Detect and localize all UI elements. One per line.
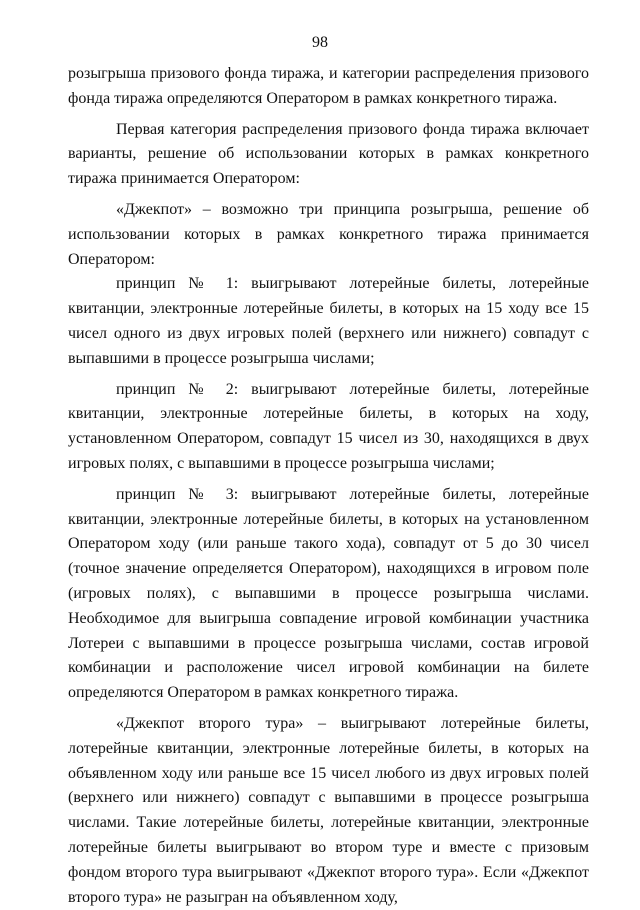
- paragraph-first-category: Первая категория распределения призового фонда тиража включает варианты, решение об использовании которых в рамках конкретного тиража принимается Оператором:: [68, 120, 589, 188]
- paragraph-continuation: розыгрыша призового фонда тиража, и категории распределения призового фонда тиража определяются Оператором в рамках конкретного тиража.: [68, 65, 589, 107]
- page-number: 98: [312, 34, 328, 51]
- paragraph-principle-1: принцип № 1: выигрывают лотерейные билеты, лотерейные квитанции, электронные лотерейные билеты, в которых на 15 ходу все 15 чисел одного из двух игровых полей (верхнего или нижнего) совпадут с выпавшими в процессе розыгрыша числами;: [68, 275, 589, 367]
- paragraph-second-round-jackpot: «Джекпот второго тура» – выигрывают лотерейные билеты, лотерейные квитанции, электронные лотерейные билеты, в которых на объявленном ходу или раньше все 15 чисел любого из двух игровых полей (верхнего или нижнего) совпадут с выпавшими в процессе розыгрыша числами. Такие лотерейные билеты, лотерейные квитанции, электронные лотерейные билеты выигрывают во втором туре и вместе с призовым фондом второго тура выигрывают «Джекпот второго тура». Если «Джекпот второго тура» не разыгран на объявленном ходу,: [68, 714, 589, 906]
- paragraph-principle-3: принцип № 3: выигрывают лотерейные билеты, лотерейные квитанции, электронные лотерейные билеты, в которых на установленном Оператором ходу (или раньше такого хода), совпадут от 5 до 30 чисел (точное значение определяется Оператором), находящихся в игровом поле (игровых полях), с выпавшими в процессе розыгрыша числами. Необходимое для выигрыша совпадение игровой комбинации участника Лотереи с выпавшими в процессе розыгрыша числами, состав игровой комбинации и расположение чисел игровой комбинации на билете определяются Оператором в рамках конкретного тиража.: [68, 485, 589, 702]
- document-body: [68, 62, 589, 910]
- paragraph-principle-2: принцип № 2: выигрывают лотерейные билеты, лотерейные квитанции, электронные лотерейные билеты, в которых на ходу, установленном Оператором, совпадут 15 чисел из 30, находящихся в двух игровых полях, с выпавшими в процессе розыгрыша числами;: [68, 380, 589, 472]
- paragraph-jackpot: «Джекпот» – возможно три принципа розыгрыша, решение об использовании которых в рамках конкретного тиража принимается Оператором:: [68, 200, 589, 268]
